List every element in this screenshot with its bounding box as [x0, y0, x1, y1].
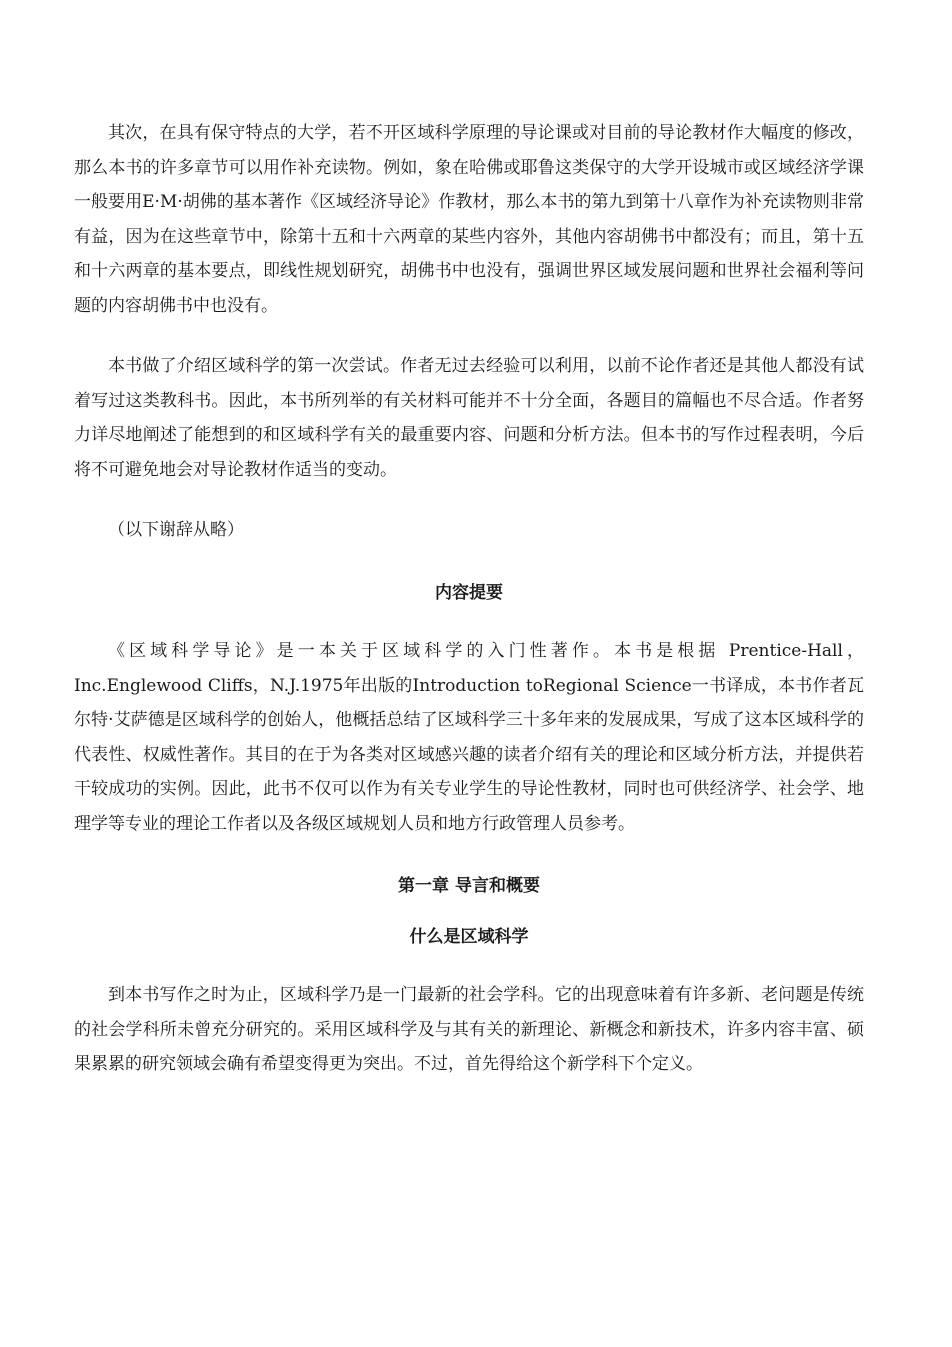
paragraph-supplementary-reading: 其次，在具有保守特点的大学，若不开区域科学原理的导论课或对目前的导论教材作大幅度的修改，那么本书的许多章节可以用作补充读物。例如，象在哈佛或耶鲁这类保守的大学开设城市或区域经济学课一般要用E·M·胡佛的基本著作《区域经济导论》作教材，那么本书的第九到第十八章作为补充读物则非常有益，因为在这些章节中，除第十五和十六两章的某些内容外，其他内容胡佛书中都没有；而且，第十五和十六两章的基本要点，即线性规划研究，胡佛书中也没有，强调世界区域发展问题和世界社会福利等问题的内容胡佛书中也没有。 [74, 123, 864, 316]
chapter-heading: 第一章 导言和概要 [398, 876, 540, 896]
paragraph-definition-intro: 到本书写作之时为止，区域科学乃是一门最新的社会学科。它的出现意味着有许多新、老问题是传统的社会学科所未曾充分研究的。采用区域科学及与其有关的新理论、新概念和新技术，许多内容丰富、硕果累累的研究领域会确有希望变得更为突出。不过，首先得给这个新学科下个定义。 [74, 985, 864, 1074]
section-heading: 什么是区域科学 [409, 926, 529, 947]
paragraph-summary: 《区域科学导论》是一本关于区域科学的入门性著作。本书是根据 Prentice-Hall，Inc.Englewood Cliffs，N.J.1975年出版的Introduction toRegional Science一书译成，本书作者瓦尔特·艾萨德是区域科学的创始人，他概括总结了区域科学三十多年来的发展成果，写成了这本区域科学的代表性、权威性著作。其目的在于为各类对区域感兴趣的读者介绍有关的理论和区域分析方法，并提供若干较成功的实例。因此，此书不仅可以作为有关专业学生的导论性教材，同时也可供经济学、社会学、地理学等专业的理论工作者以及各级区域规划人员和地方行政管理人员参考。 [74, 641, 864, 834]
paragraph-first-attempt: 本书做了介绍区域科学的第一次尝试。作者无过去经验可以利用，以前不论作者还是其他人都没有试着写过这类教科书。因此，本书所列举的有关材料可能并不十分全面，各题目的篇幅也不尽合适。作者努力详尽地阐述了能想到的和区域科学有关的最重要内容、问题和分析方法。但本书的写作过程表明，今后将不可避免地会对导论教材作适当的变动。 [74, 356, 864, 480]
document-page [74, 116, 864, 1082]
acknowledgement-note: （以下谢辞从略） [108, 520, 244, 540]
summary-heading: 内容提要 [435, 582, 503, 603]
